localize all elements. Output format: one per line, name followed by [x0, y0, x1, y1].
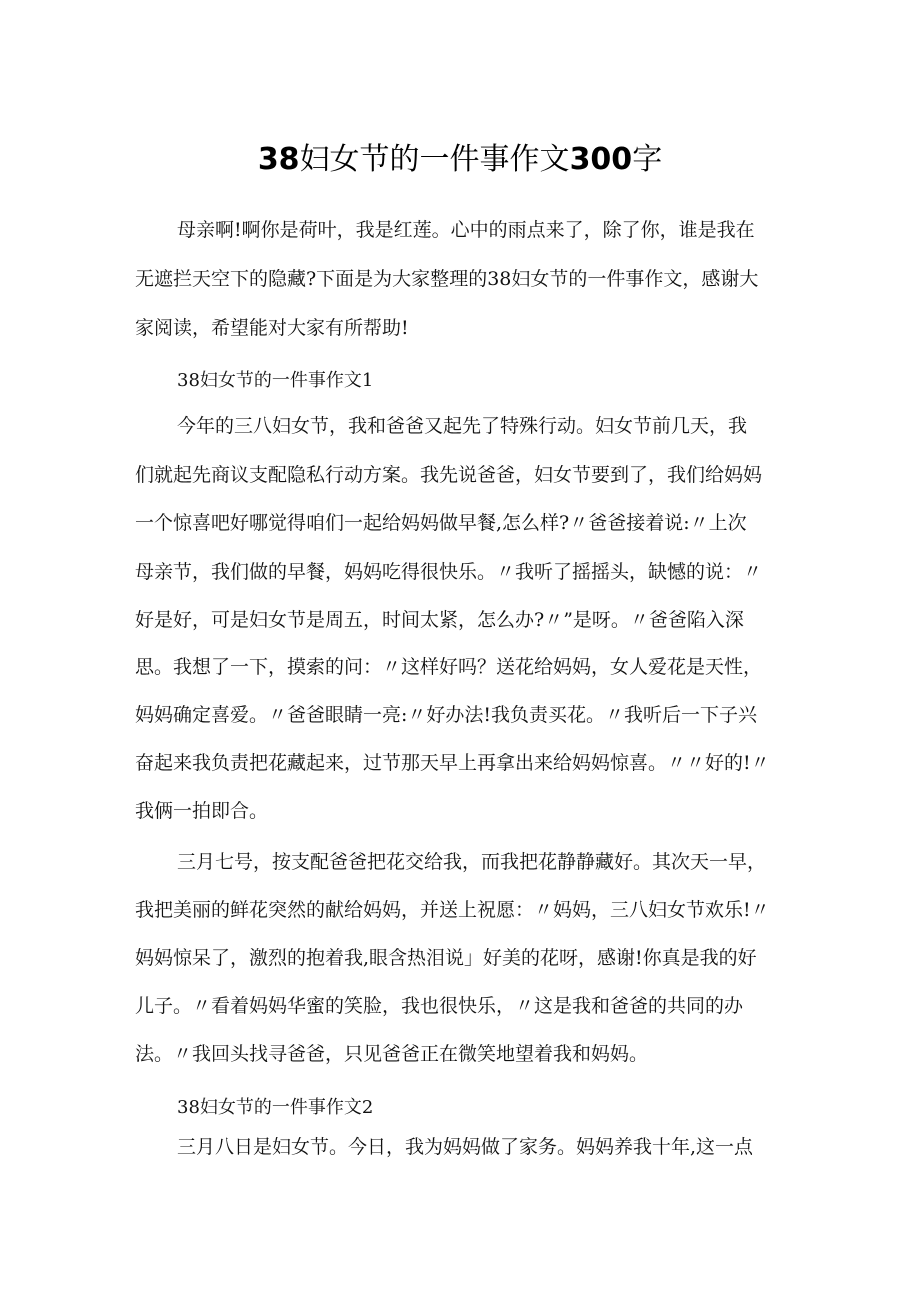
paragraph-line: 我把美丽的鲜花突然的献给妈妈，并送上祝愿：〃妈妈，三八妇女节欢乐!〃	[135, 899, 770, 921]
paragraph-line: 奋起来我负责把花藏起来，过节那天早上再拿出来给妈妈惊喜。〃〃好的!〃	[135, 752, 770, 774]
paragraph-line: 母亲节，我们做的早餐，妈妈吃得很快乐。〃我听了摇摇头，缺憾的说：〃	[135, 561, 763, 583]
intro-line: 家阅读，希望能对大家有所帮助!	[135, 317, 409, 339]
document-title	[0, 140, 920, 180]
paragraph-line: 儿子。〃看着妈妈华蜜的笑脸，我也很快乐，〃这是我和爸爸的共同的办	[135, 995, 744, 1017]
paragraph-line: 三月八日是妇女节。今日，我为妈妈做了家务。妈妈养我十年,这一点	[177, 1136, 754, 1158]
paragraph-line: 妈妈确定喜爱。〃爸爸眼睛一亮:〃好办法!我负责买花。〃我听后一下子兴	[135, 704, 758, 726]
intro-line: 母亲啊!啊你是荷叶，我是红莲。心中的雨点来了，除了你，谁是我在	[177, 219, 755, 241]
paragraph-line: 法。〃我回头找寻爸爸，只见爸爸正在微笑地望着我和妈妈。	[135, 1043, 649, 1065]
paragraph-line: 好是好，可是妇女节是周五，时间太紧，怎么办?〃”是呀。〃爸爸陷入深	[135, 609, 744, 631]
paragraph-line: 妈妈惊呆了，激烈的抱着我,眼含热泪说」好美的花呀，感谢!你真是我的好	[135, 947, 757, 969]
title-number: 38	[257, 142, 300, 177]
title-text: 妇女节的一件事作文	[299, 142, 570, 177]
paragraph-line: 思。我想了一下，摸索的问：〃这样好吗？送花给妈妈，女人爱花是天性，	[135, 656, 763, 678]
intro-line: 无遮拦天空下的隐藏?下面是为大家整理的38妇女节的一件事作文，感谢大	[135, 268, 759, 290]
paragraph-line: 三月七号，按支配爸爸把花交给我，而我把花静静藏好。其次天一早，	[177, 851, 767, 873]
title-count: 300	[569, 142, 633, 177]
paragraph-line: 我俩一拍即合。	[135, 800, 269, 822]
paragraph-line: 们就起先商议支配隐私行动方案。我先说爸爸，妇女节要到了，我们给妈妈	[135, 464, 763, 486]
paragraph-line: 一个惊喜吧好哪觉得咱们一起给妈妈做早餐,怎么样?〃爸爸接着说:〃上次	[135, 512, 747, 534]
section-heading: 38妇女节的一件事作文1	[177, 370, 374, 391]
paragraph-line: 今年的三八妇女节，我和爸爸又起先了特殊行动。妇女节前几天，我	[177, 415, 748, 437]
title-tail: 字	[632, 142, 663, 177]
section-heading: 38妇女节的一件事作文2	[177, 1097, 374, 1118]
